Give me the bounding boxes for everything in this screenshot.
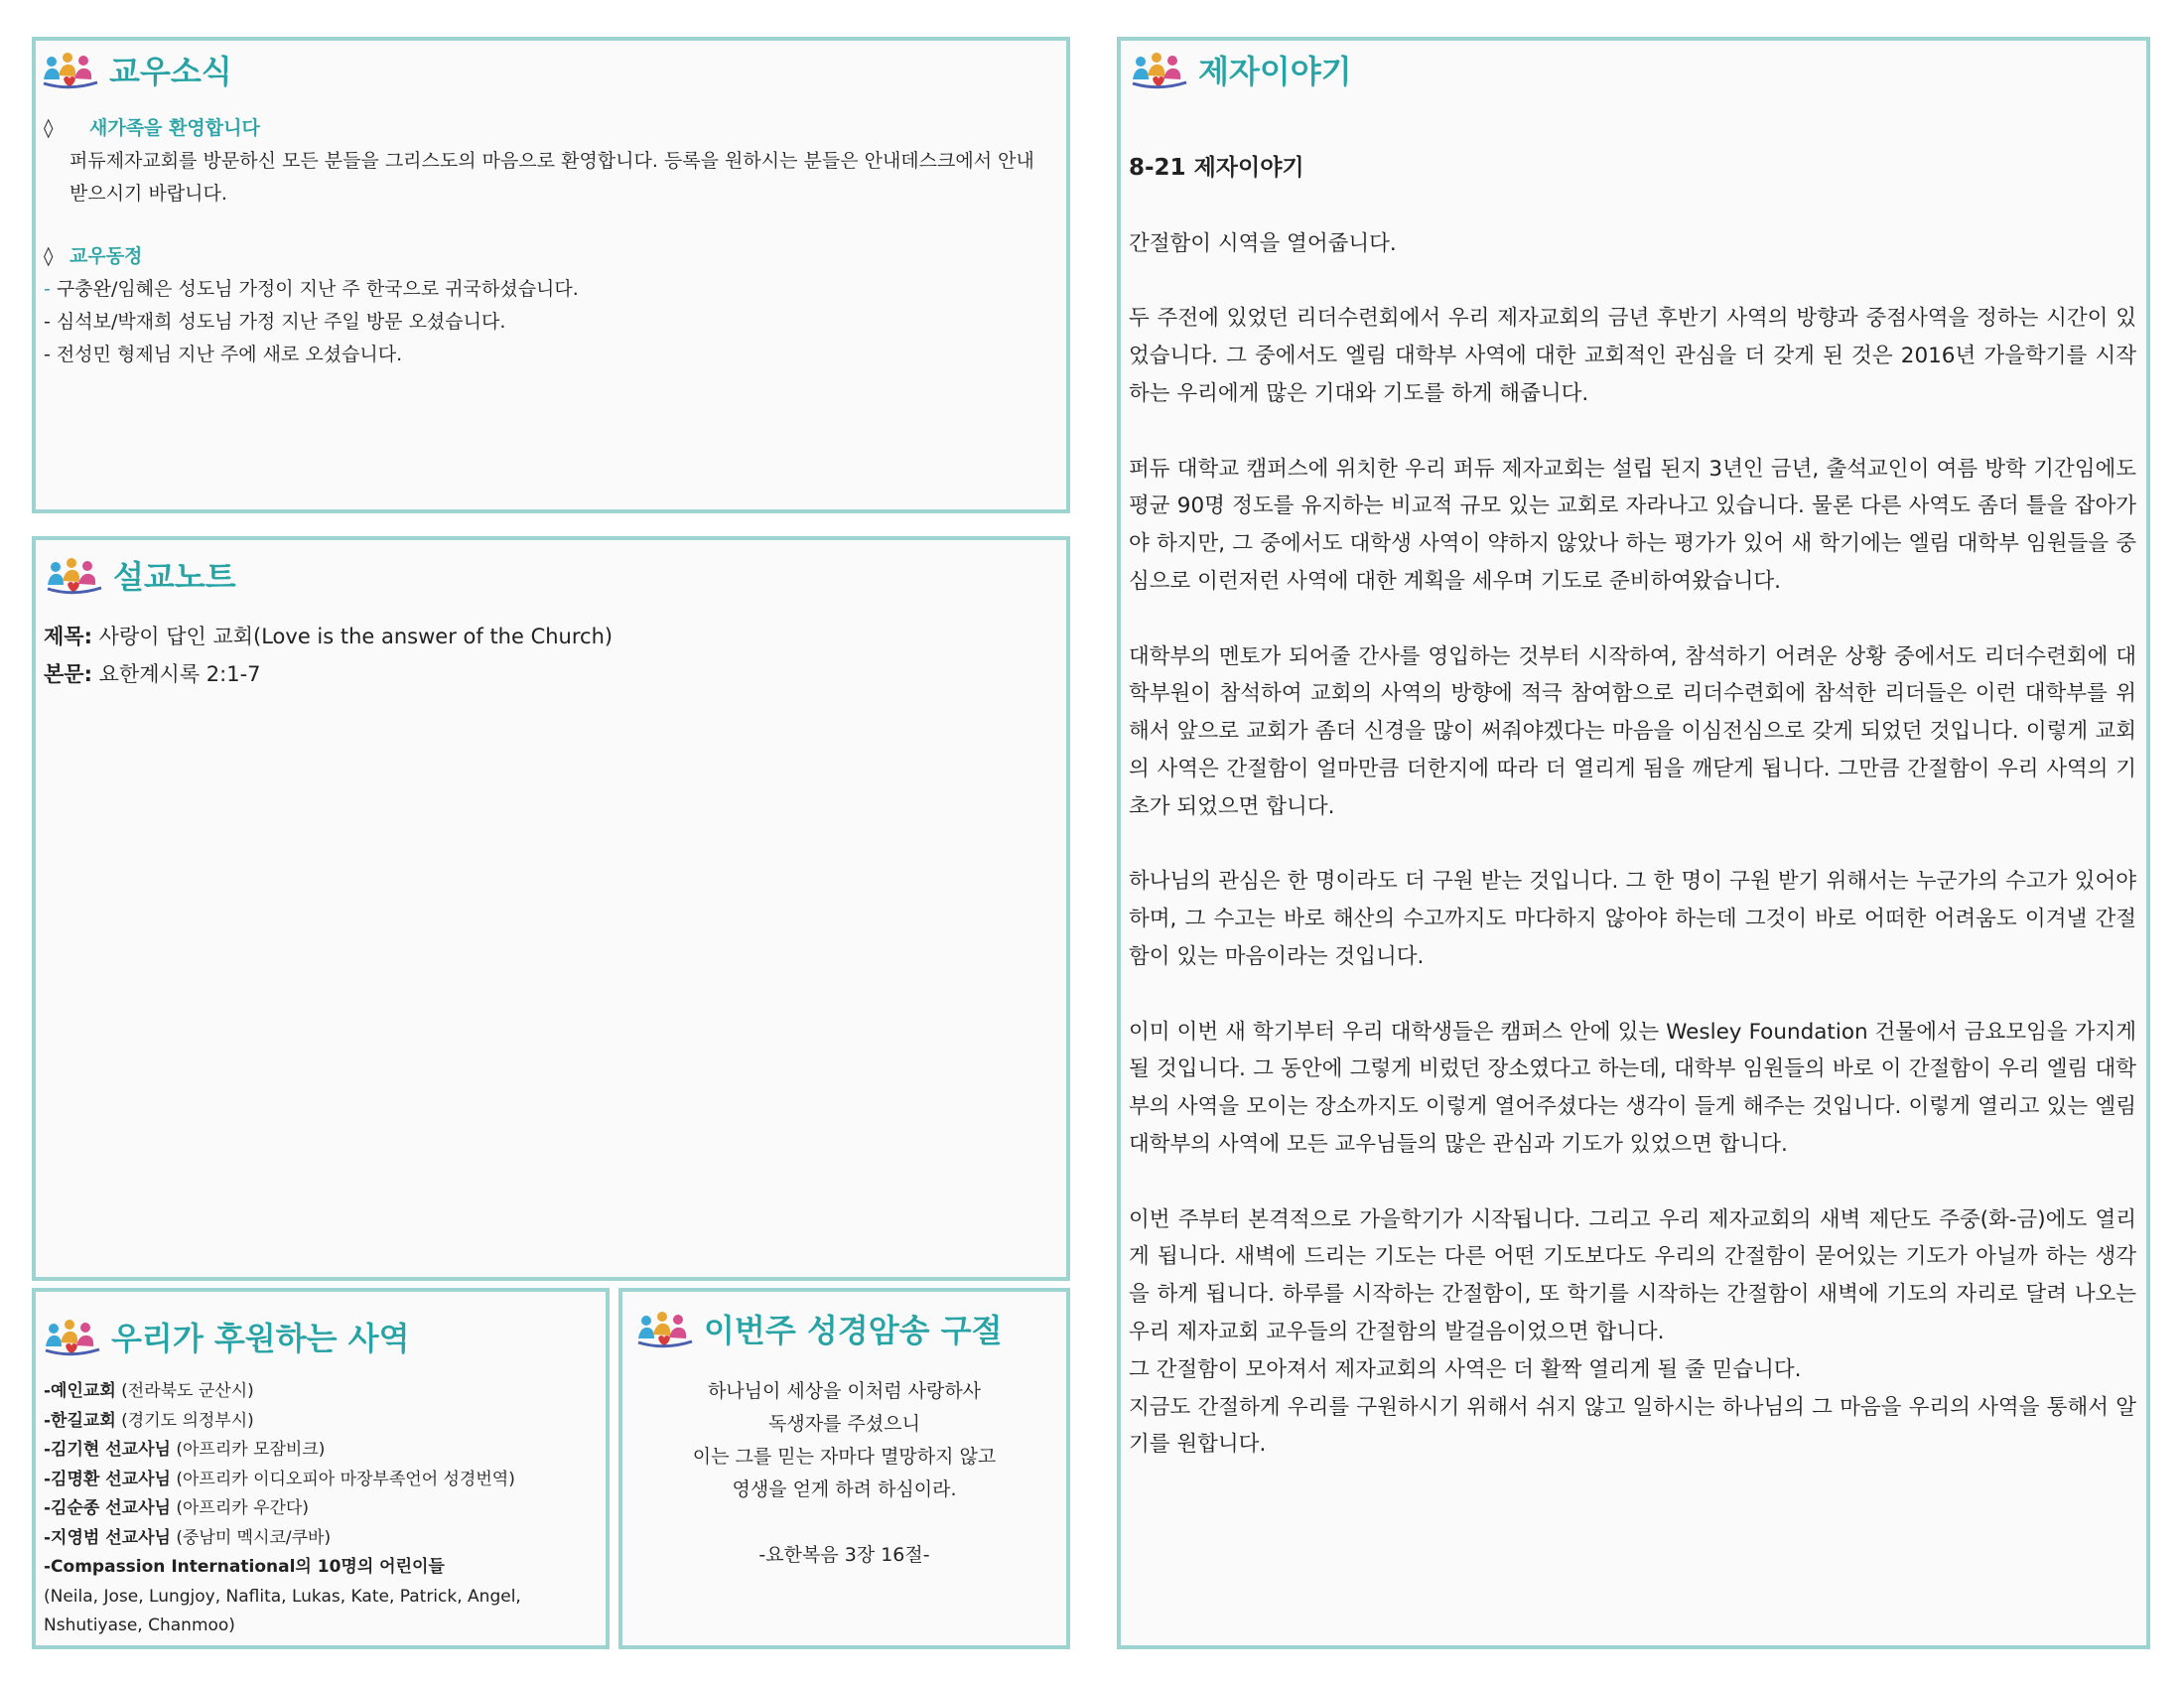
- verse-line: 독생자를 주셨으니: [768, 1413, 920, 1435]
- sermon-note-panel: [32, 536, 1070, 1281]
- list-item: - 전성민 형제님 지난 주에 새로 오셨습니다.: [44, 344, 403, 365]
- church-logo-icon: [1131, 50, 1188, 89]
- diamond-bullet-icon: ◊: [44, 245, 54, 267]
- diamond-bullet-icon: ◊: [44, 117, 54, 139]
- supported-ministries-list: [44, 1377, 600, 1641]
- church-logo-icon: [42, 50, 99, 89]
- list-item: -김순종 선교사님 (아프리카 우간다): [44, 1498, 309, 1518]
- member-status-heading: 교우동정: [69, 245, 143, 267]
- story-paragraph: 지금도 간절하게 우리를 구원하시기 위해서 쉬지 않고 일하시는 하나님의 그 마음을 우리의 사역을 통해서 알기를 원합니다.: [1129, 1394, 2136, 1458]
- sermon-note-body: [44, 618, 613, 693]
- disciple-story-title-text: 제자이야기: [1198, 53, 1352, 90]
- list-item: -예인교회 (전라북도 군산시): [44, 1381, 254, 1401]
- memory-verse-panel: [618, 1288, 1070, 1649]
- disciple-story-panel: [1117, 37, 2150, 1649]
- list-item: -김명환 선교사님 (아프리카 이디오피아 마장부족언어 성경번역): [44, 1469, 515, 1489]
- story-paragraph: 두 주전에 있었던 리더수련회에서 우리 제자교회의 금년 후반기 사역의 방향과 중점사역을 정하는 시간이 있었습니다. 그 중에서도 엘림 대학부 사역에 대한 교회적인 관심을 더 갖게 된 것은 2016년 가을학기를 시작하는 우리에게 많은 기대와 기도를 하게 해줍니다.: [1129, 306, 2136, 406]
- church-logo-icon: [46, 555, 103, 595]
- list-item: -지영범 선교사님 (중남미 멕시코/쿠바): [44, 1527, 332, 1548]
- story-paragraph: 간절함이 시역을 열어줍니다.: [1129, 230, 1397, 256]
- verse-line: 이는 그를 믿는 자마다 멸망하지 않고: [692, 1446, 997, 1468]
- disciple-story-title: [1131, 47, 1352, 92]
- memory-verse-body: [622, 1375, 1066, 1572]
- supported-ministries-panel: [32, 1288, 610, 1649]
- memory-verse-title-text: 이번주 성경암송 구절: [704, 1312, 1003, 1349]
- memory-verse-title: [636, 1306, 1003, 1351]
- story-paragraph: 퍼듀 대학교 캠퍼스에 위치한 우리 퍼듀 제자교회는 설립 된지 3년인 금년, 출석교인이 여름 방학 기간임에도 평균 90명 정도를 유지하는 비교적 규모 있는 교회로 자라나고 있습니다. 물론 다른 사역도 좀더 틀을 잡아가야 하지만, 그 중에서도 대학생 사역이 약하지 않았나 하는 평가가 있어 새 학기에는 엘림 대학부 임원들을 중심으로 이런저런 사역에 대한 계획을 세우며 기도로 준비하여왔습니다.: [1129, 456, 2136, 594]
- story-paragraph: 이번 주부터 본격적으로 가을학기가 시작됩니다. 그리고 우리 제자교회의 새벽 제단도 주중(화-금)에도 열리게 됩니다. 새벽에 드리는 기도는 다른 어떤 기도보다도 우리의 간절함이 묻어있는 기도가 아닐까 하는 생각을 하게 됩니다. 하루를 시작하는 간절함이, 또 학기를 시작하는 간절함이 새벽에 기도의 자리로 달려 나오는 우리 제자교회 교우들의 간절함의 발걸음이었으면 합니다.: [1129, 1206, 2136, 1344]
- church-logo-icon: [636, 1309, 694, 1348]
- story-paragraph: 이미 이번 새 학기부터 우리 대학생들은 캠퍼스 안에 있는 Wesley Foundation 건물에서 금요모임을 가지게 될 것입니다. 그 동안에 그렇게 비렀던 장소였다고 하는데, 대학부 임원들의 바로 이 간절함이 우리 엘림 대학부의 사역을 모이는 장소까지도 이렇게 열어주셨다는 생각이 들게 해주는 것입니다. 이렇게 열리고 있는 엘림 대학부의 사역에 모든 교우님들의 많은 관심과 기도가 있었으면 합니다.: [1129, 1019, 2136, 1157]
- list-item: -김기현 선교사님 (아프리카 모잠비크): [44, 1440, 326, 1460]
- story-paragraph: 그 간절함이 모아져서 제자교회의 사역은 더 활짝 열리게 될 줄 믿습니다.: [1129, 1356, 1802, 1382]
- church-logo-icon: [44, 1317, 101, 1356]
- story-paragraph: 하나님의 관심은 한 명이라도 더 구원 받는 것입니다. 그 한 명이 구원 받기 위해서는 누군가의 수고가 있어야 하며, 그 수고는 바로 해산의 수고까지도 마다하지 않아야 하는데 그것이 바로 어떠한 어려움도 이겨낼 간절함이 있는 마음이라는 것입니다.: [1129, 869, 2136, 969]
- supported-ministries-title: [44, 1314, 410, 1359]
- compassion-children: (Neila, Jose, Lungjoy, Naflita, Lukas, Kate, Patrick, Angel, Nshutiyase, Chanmoo): [44, 1586, 521, 1635]
- list-item: -한길교회 (경기도 의정부시): [44, 1410, 254, 1431]
- welcome-heading: 새가족을 환영합니다: [89, 117, 260, 139]
- story-heading: 8-21 제자이야기: [1129, 155, 1304, 181]
- verse-line: 하나님이 세상을 이처럼 사랑하사: [707, 1380, 982, 1402]
- verse-line: 영생을 얻게 하려 하심이라.: [732, 1478, 957, 1500]
- list-item: - 구충완/임혜은 성도님 가정이 지난 주 한국으로 귀국하셨습니다.: [44, 278, 579, 300]
- list-item: -Compassion International의 10명의 어린이들: [44, 1557, 445, 1577]
- church-news-body: [44, 112, 1048, 371]
- church-news-title: [42, 47, 232, 92]
- church-news-title-text: 교우소식: [109, 53, 232, 90]
- church-news-panel: [32, 37, 1070, 513]
- sermon-note-title: [46, 552, 236, 598]
- sermon-note-title-text: 설교노트: [113, 558, 236, 596]
- list-item: - 심석보/박재희 성도님 가정 지난 주일 방문 오셨습니다.: [44, 311, 506, 333]
- story-paragraph: 대학부의 멘토가 되어줄 간사를 영입하는 것부터 시작하여, 참석하기 어려운 상황 중에서도 리더수련회에 대학부원이 참석하여 교회의 사역의 방향에 적극 참여함으로 리더수련회에 참석한 리더들은 이런 대학부를 위해서 앞으로 교회가 좀더 신경을 많이 써줘야겠다는 마음을 이심전심으로 갖게 되었던 것입니다. 이렇게 교회의 사역은 간절함이 얼마만큼 더한지에 따라 더 열리게 됨을 깨닫게 됩니다. 그만큼 간절함이 우리 사역의 기초가 되었으면 합니다.: [1129, 643, 2136, 819]
- welcome-text: 퍼듀제자교회를 방문하신 모든 분들을 그리스도의 마음으로 환영합니다. 등록을 원하시는 분들은 안내데스크에서 안내 받으시기 바랍니다.: [69, 150, 1034, 205]
- disciple-story-body: [1129, 150, 2136, 1464]
- sermon-scripture: 본문: 요한계시록 2:1-7: [44, 662, 261, 686]
- verse-reference: -요한복음 3장 16절-: [758, 1544, 930, 1566]
- supported-ministries-title-text: 우리가 후원하는 사역: [111, 1320, 410, 1357]
- sermon-subject: 제목: 사랑이 답인 교회(Love is the answer of the Church): [44, 625, 614, 648]
